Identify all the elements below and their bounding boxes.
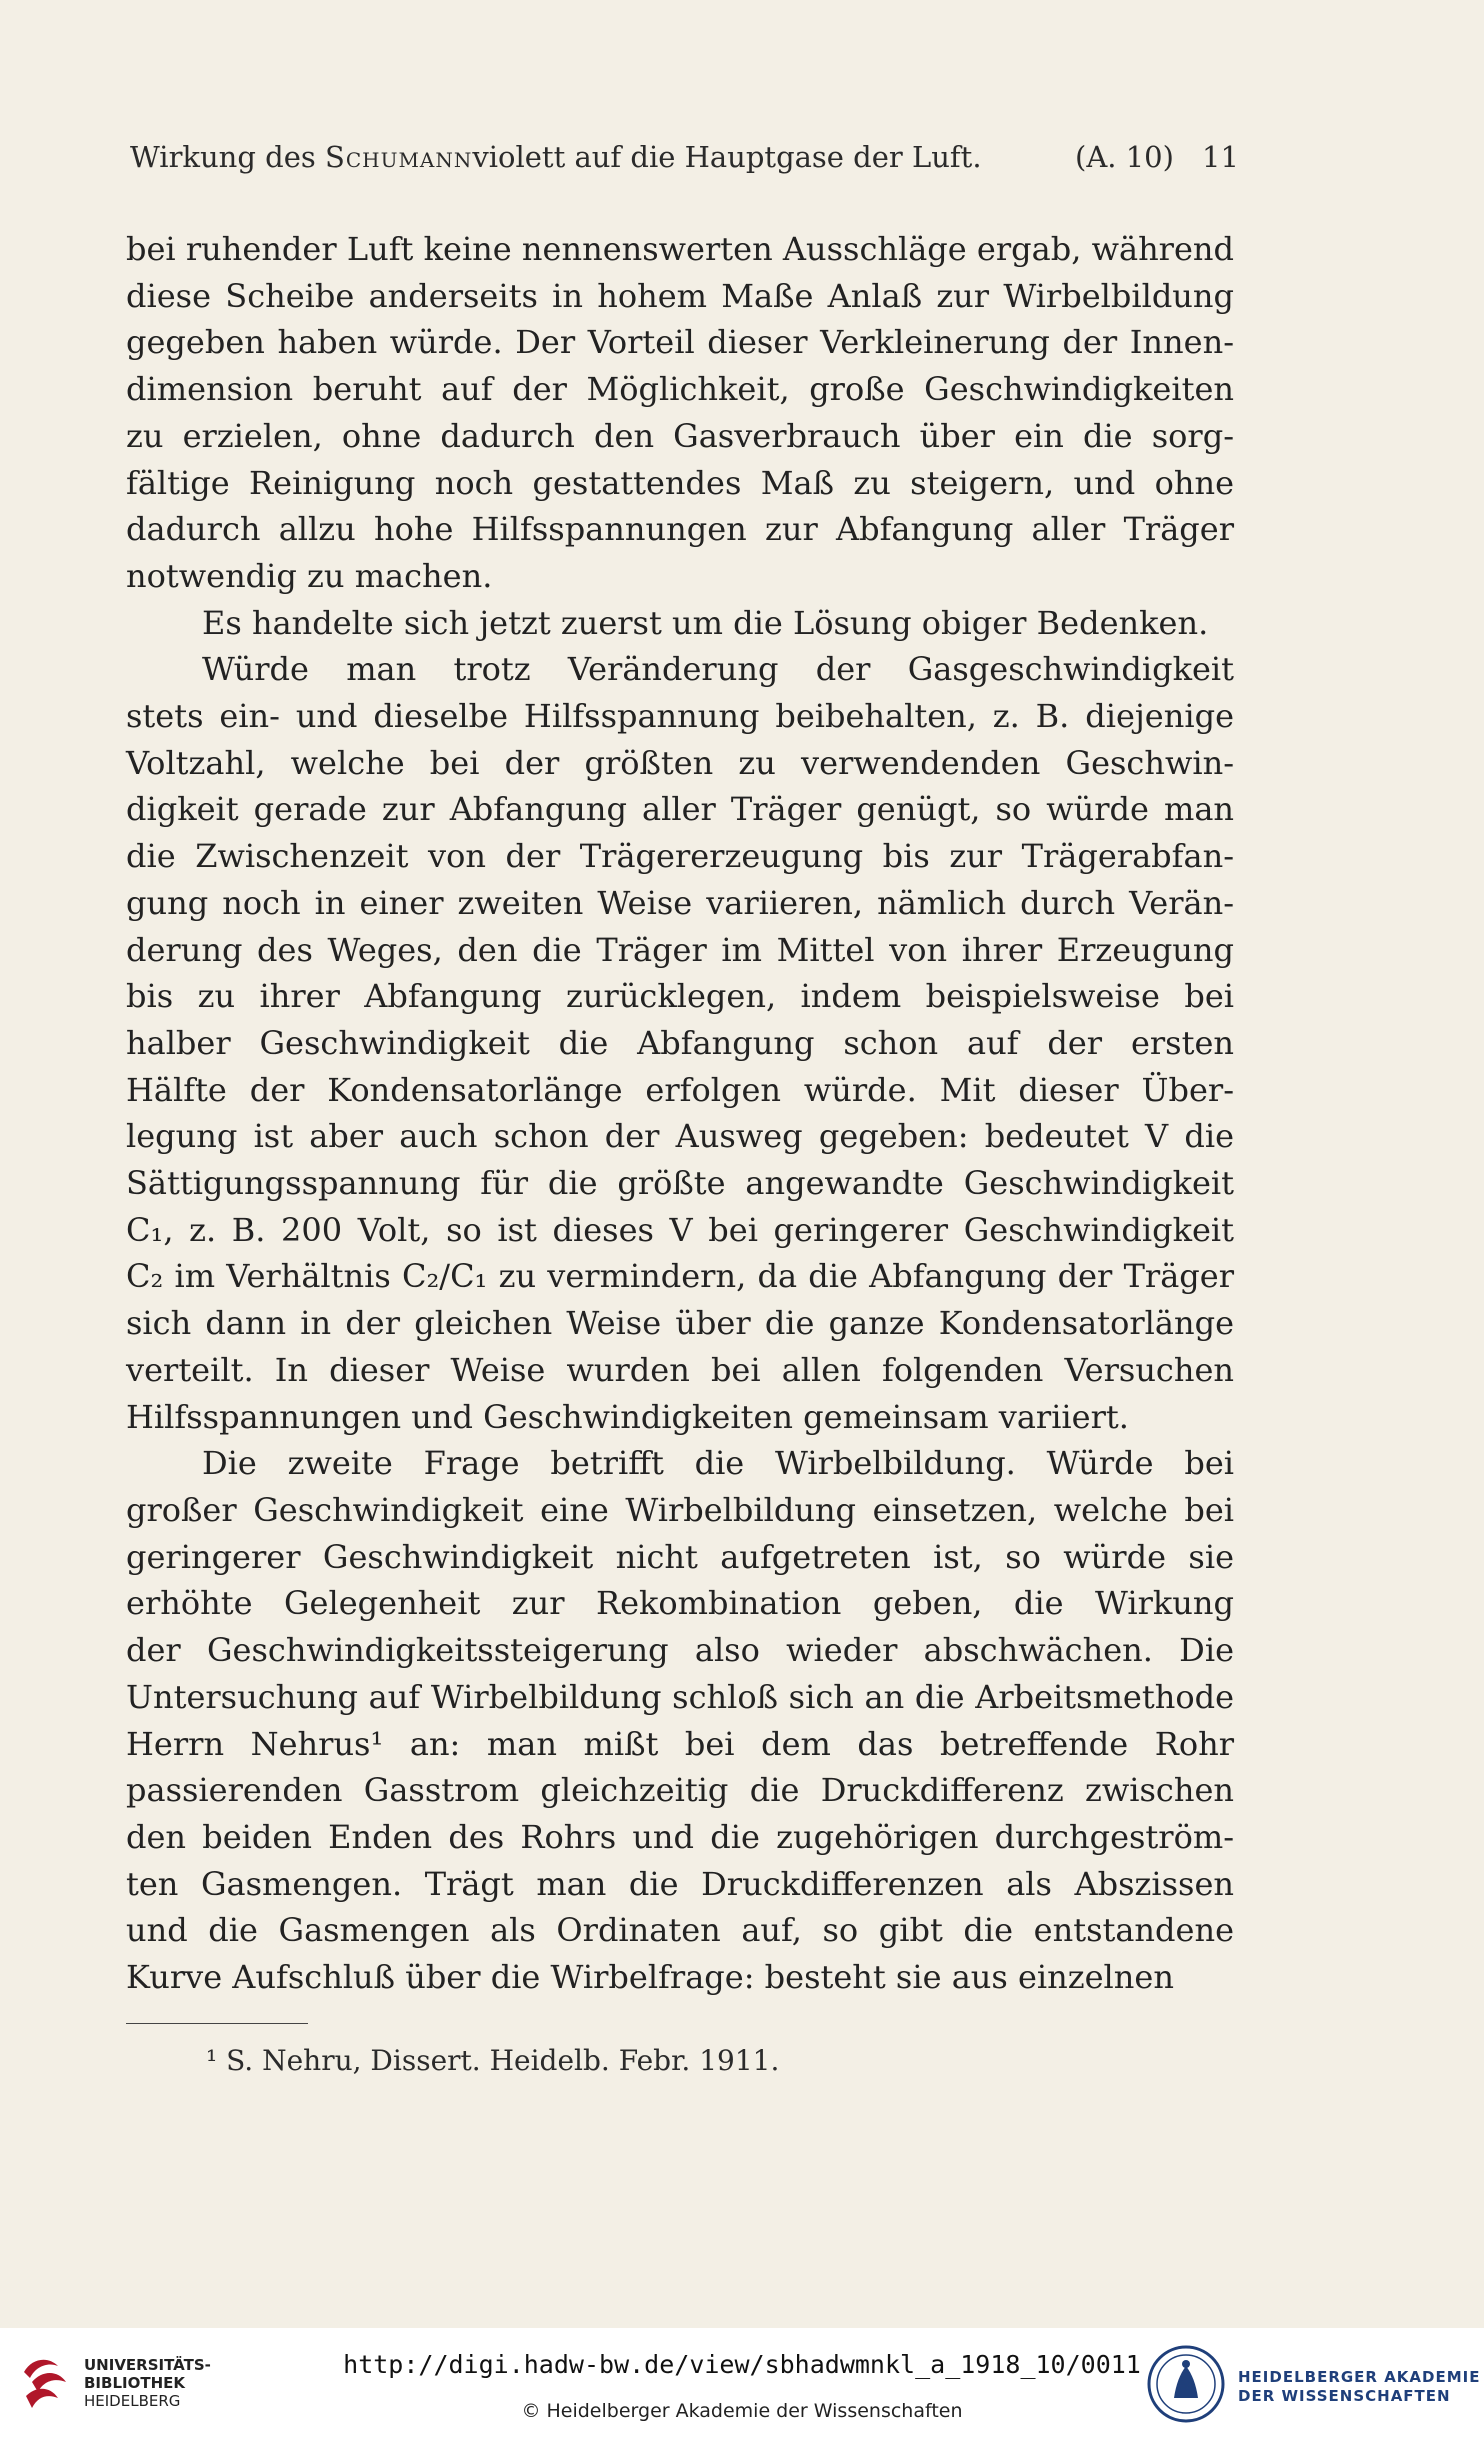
text-line: zu erzielen, ohne dadurch den Gasverbrauch über ein die sorg- bbox=[126, 416, 1234, 455]
text-line: diese Scheibe anderseits in hohem Maße Anlaß zur Wirbelbildung bbox=[126, 276, 1234, 315]
text-line: großer Geschwindigkeit eine Wirbelbildung einsetzen, welche bei bbox=[126, 1490, 1234, 1529]
text-line: Untersuchung auf Wirbelbildung schloß sich an die Arbeitsmethode bbox=[126, 1677, 1234, 1716]
text-line: C₂ im Verhältnis C₂/C₁ zu vermindern, da die Abfangung der Träger bbox=[126, 1257, 1234, 1296]
text-line: Herrn Nehrus¹ an: man mißt bei dem das betreffende Rohr bbox=[126, 1724, 1234, 1763]
text-line: die Zwischenzeit von der Trägererzeugung bis zur Trägerabfan- bbox=[126, 837, 1234, 876]
text-line: Es handelte sich jetzt zuerst um die Lösung obiger Bedenken. bbox=[202, 603, 1209, 642]
text-line: sich dann in der gleichen Weise über die ganze Kondensatorlänge bbox=[126, 1304, 1234, 1343]
text-line: dimension beruht auf der Möglichkeit, große Geschwindigkeiten bbox=[126, 370, 1234, 409]
academy-name: HEIDELBERGER AKADEMIE DER WISSENSCHAFTEN bbox=[1238, 2368, 1481, 2405]
text-line: C₁, z. B. 200 Volt, so ist dieses V bei geringerer Geschwindigkeit bbox=[126, 1210, 1234, 1249]
text-line: Würde man trotz Veränderung der Gasgeschwindigkeit bbox=[202, 650, 1234, 689]
text-line: gung noch in einer zweiten Weise variieren, nämlich durch Verän- bbox=[126, 883, 1234, 922]
text-line: geringerer Geschwindigkeit nicht aufgetreten ist, so würde sie bbox=[126, 1537, 1234, 1576]
section-ref: (A. 10) bbox=[1075, 140, 1174, 174]
document-url-link[interactable]: http://digi.hadw-bw.de/view/sbhadwmnkl_a_1918_10/0011 bbox=[343, 2350, 1141, 2379]
text-line: dadurch allzu hohe Hilfsspannungen zur Abfangung aller Träger bbox=[126, 510, 1234, 549]
text-line: bis zu ihrer Abfangung zurücklegen, indem beispielsweise bei bbox=[126, 977, 1234, 1016]
text-line: Kurve Aufschluß über die Wirbelfrage: besteht sie aus einzelnen bbox=[126, 1958, 1174, 1997]
text-line: bei ruhender Luft keine nennenswerten Ausschläge ergab, während bbox=[126, 230, 1234, 268]
text-line: den beiden Enden des Rohrs und die zugehörigen durchgeström- bbox=[126, 1817, 1234, 1856]
footnote-rule bbox=[126, 2023, 308, 2024]
text-line: passierenden Gasstrom gleichzeitig die Druckdifferenz zwischen bbox=[126, 1771, 1234, 1810]
text-line: stets ein- und dieselbe Hilfsspannung beibehalten, z. B. diejenige bbox=[126, 697, 1234, 736]
text-line: Hälfte der Kondensatorlänge erfolgen würde. Mit dieser Über- bbox=[126, 1070, 1234, 1109]
text-line: halber Geschwindigkeit die Abfangung schon auf der ersten bbox=[126, 1023, 1234, 1062]
text-line: und die Gasmengen als Ordinaten auf, so gibt die entstandene bbox=[126, 1911, 1234, 1950]
text-line: Sättigungsspannung für die größte angewandte Geschwindigkeit bbox=[126, 1164, 1234, 1203]
text-line: Hilfsspannungen und Geschwindigkeiten gemeinsam variiert. bbox=[126, 1397, 1129, 1436]
text-line: notwendig zu machen. bbox=[126, 556, 493, 595]
body-text bbox=[126, 226, 1234, 2001]
text-line: Voltzahl, welche bei der größten zu verwendenden Geschwin- bbox=[126, 743, 1234, 782]
text-line: derung des Weges, den die Träger im Mittel von ihrer Erzeugung bbox=[126, 930, 1234, 969]
academy-seal-icon bbox=[1146, 2344, 1226, 2424]
text-line: erhöhte Gelegenheit zur Rekombination geben, die Wirkung bbox=[126, 1584, 1234, 1623]
running-title: Wirkung des Schumannviolett auf die Hauptgase der Luft. bbox=[130, 140, 982, 174]
text-line: ten Gasmengen. Trägt man die Druckdifferenzen als Abszissen bbox=[126, 1864, 1234, 1903]
copyright-notice: © Heidelberger Akademie der Wissenschaften bbox=[521, 2400, 963, 2422]
page-number: 11 bbox=[1202, 140, 1239, 174]
text-line: Die zweite Frage betrifft die Wirbelbildung. Würde bei bbox=[202, 1444, 1234, 1483]
text-line: der Geschwindigkeitssteigerung also wieder abschwächen. Die bbox=[126, 1631, 1234, 1670]
text-line: digkeit gerade zur Abfangung aller Träger genügt, so würde man bbox=[126, 790, 1234, 829]
text-line: verteilt. In dieser Weise wurden bei allen folgenden Versuchen bbox=[126, 1350, 1234, 1389]
author-name: Schumann bbox=[324, 140, 473, 174]
footnote: ¹ S. Nehru, Dissert. Heidelb. Febr. 1911. bbox=[206, 2044, 780, 2077]
text-line: fältige Reinigung noch gestattendes Maß zu steigern, und ohne bbox=[126, 463, 1234, 502]
text-line: gegeben haben würde. Der Vorteil dieser Verkleinerung der Innen- bbox=[126, 323, 1234, 362]
text-line: legung ist aber auch schon der Ausweg gegeben: bedeutet V die bbox=[126, 1117, 1234, 1156]
library-name: UNIVERSITÄTS- BIBLIOTHEK HEIDELBERG bbox=[84, 2356, 211, 2410]
